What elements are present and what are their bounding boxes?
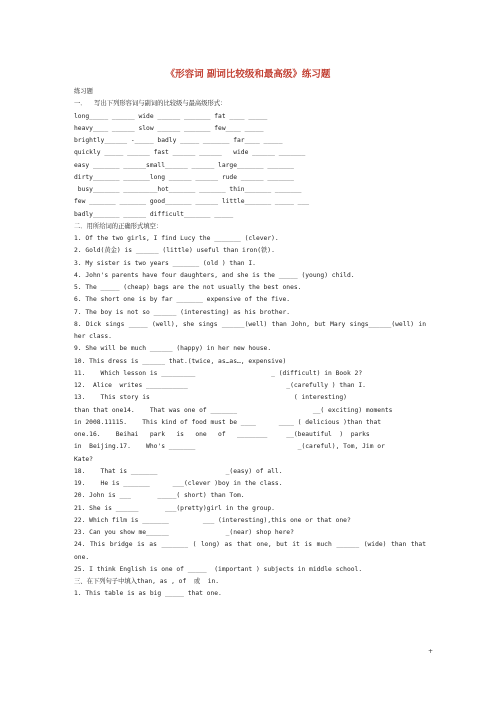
exercise-item: in Beijing.17. Who's _______ _(careful), Tom, Jim or — [74, 443, 385, 451]
word-row: easy _______ ______small______ ______ large_______ _______ — [74, 161, 294, 169]
exercise-item: 4. John's parents have four daughters, and she is the _____ (young) child. — [74, 271, 355, 279]
exercise-item: 9. She will be much ______ (happy) in her new house. — [74, 345, 272, 353]
exercise-item: 25. I think English is one of _____ (important ) subjects in middle school. — [74, 565, 363, 573]
word-row: dirty_______ _______long ______ ______ rude ______ _______ — [74, 173, 294, 181]
exercise-item: 22. Which film is _______ ___ (interesting),this one or that one? — [74, 516, 351, 524]
exercise-item: 12. Alice writes ___________ _(carefully ) than I. — [74, 382, 366, 389]
exercise-body — [74, 86, 430, 601]
exercise-item: 5. The _____ (cheap) bags are the not usually the best ones. — [74, 284, 302, 291]
word-row: busy_______ _________hot_______ _______ thin_______ _______ — [74, 186, 302, 193]
exercise-item: 21. She is ______ ___(pretty)girl in the group. — [74, 504, 275, 512]
exercise-item: 8. Dick sings _____ (well), she sings ______(well) than John, but Mary sings______(well) in her class. — [74, 320, 430, 340]
exercise-item: 1. Of the two girls, I find Lucy the _______ (clever). — [74, 235, 279, 242]
exercise-item: 10. This dress is ______ that.(twice, as…as…, expensive) — [74, 357, 287, 365]
exercise-item: Kate? — [74, 455, 93, 463]
exercise-item: than that one14. That was one of _______ __( exciting) moments — [74, 406, 393, 414]
section-heading-1: 一． 写出下列形容词与副词的比较级与最高级形式： — [74, 100, 227, 108]
exercise-item: 1. This table is as big _____ that one. — [74, 590, 222, 598]
page-title: 《形容词 副词比较级和最高级》练习题 — [165, 69, 331, 80]
exercise-item: 13. This story is ( interesting) — [74, 394, 347, 402]
word-row: heavy____ ______ slow ______ _______ few____ _____ — [74, 124, 264, 132]
exercise-item: 7. The boy is not so ______ (interesting) as his brother. — [74, 308, 291, 316]
section-label: 练习题 — [74, 88, 93, 95]
exercise-item: 6. The short one is by far _______ expensive of the five. — [74, 296, 291, 304]
section-heading-3: 三、在下列句子中填入than, as , of 或 in. — [74, 578, 220, 585]
exercise-item: 19. He is _______ ___(clever )boy in the class. — [74, 480, 283, 487]
exercise-item: in 2008.11115. This kind of food must be ____ ____ ( delicious )than that — [74, 418, 382, 426]
exercise-item: 2. Gold(黄金) is ______ (little) useful than iron(铁). — [74, 247, 275, 255]
word-row: brightly______ -_____ badly _____ _______ far____ _____ — [74, 137, 283, 144]
footer-mark: + — [428, 648, 434, 655]
exercise-item: one.16. Beihai park is one of ________ __(beautiful ) parks — [74, 431, 370, 438]
word-row: long_____ ______ wide ______ _______ fat ____ _____ — [74, 112, 268, 120]
word-row: few _______ _______ good_______ ______ little_______ _____ ___ — [74, 198, 310, 206]
word-row: badly_______ ______ difficult_______ _____ — [74, 210, 234, 218]
exercise-item: 20. John is ___ _____( short) than Tom. — [74, 492, 245, 500]
section-heading-2: 二．用所给词的正确形式填空： — [74, 222, 163, 230]
exercise-item: 11. Which lesson is _________ _ (difficult) in Book 2? — [74, 369, 363, 377]
exercise-item: 24. This bridge is as _______ ( long) as that one, but it is much ______ (wide) than that one. — [74, 541, 430, 561]
exercise-item: 18. That is _______ _(easy) of all. — [74, 467, 283, 475]
exercise-item: 23. Can you show me______ _(near) shop here? — [74, 529, 294, 536]
exercise-item: 3. My sister is two years _______ (old ) than I. — [74, 259, 256, 267]
word-row: quickly _____ ______ fast ______ ______ wide ______ _______ — [74, 149, 306, 157]
